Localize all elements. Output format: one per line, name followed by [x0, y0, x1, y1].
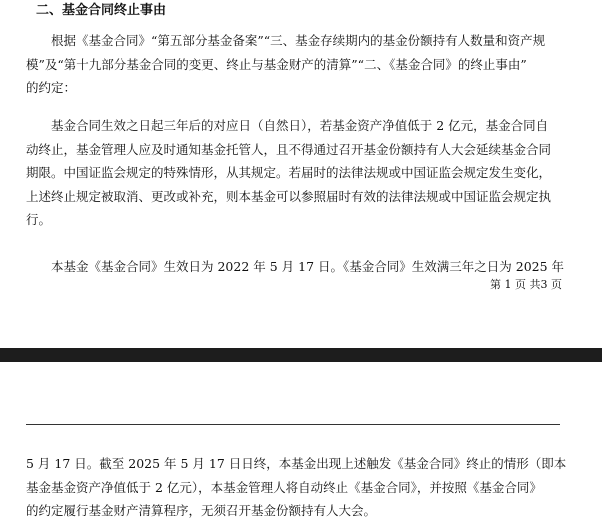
text-line: 5 月 17 日。截至 2025 年 5 月 17 日日终，本基金出现上述触发《基金合同》终止的情形（即本: [26, 456, 567, 471]
text-line: 本基金《基金合同》生效日为 2022 年 5 月 17 日。《基金合同》生效满三年之日为 2025 年: [26, 259, 565, 274]
header-rule: [26, 424, 560, 425]
text-line: 基金基金资产净值低于 2 亿元），本基金管理人将自动终止《基金合同》，并按照《基金合同》: [26, 479, 542, 495]
page-separator: [0, 348, 602, 362]
text-line: 动终止，基金管理人应及时通知基金托管人，且不得通过召开基金份额持有人大会延续基金合同: [26, 141, 552, 157]
section-heading: 二、基金合同终止事由: [36, 3, 167, 18]
text-line: 的约定：: [26, 80, 77, 95]
text-line: 的约定履行基金财产清算程序，无须召开基金份额持有人大会。: [26, 503, 377, 518]
paragraph-continuation: [26, 452, 586, 523]
paragraph-effective-date: [26, 255, 586, 279]
page-number-footer: 第 1 页 共3 页: [490, 278, 562, 291]
text-line: 行。: [26, 212, 52, 227]
paragraph-termination-condition: [26, 114, 586, 232]
text-line: 根据《基金合同》“第五部分基金备案”“三、基金存续期内的基金份额持有人数量和资产规: [26, 33, 546, 48]
paragraph-agreement-reference: [26, 29, 586, 100]
text-line: 期限。中国证监会规定的特殊情形，从其规定。若届时的法律法规或中国证监会规定发生变化，: [26, 165, 552, 180]
text-line: 基金合同生效之日起三年后的对应日（自然日），若基金资产净值低于 2 亿元，基金合同自: [26, 118, 549, 133]
text-line: 模”及“第十九部分基金合同的变更、终止与基金财产的清算”“二、《基金合同》的终止事由”: [26, 56, 527, 72]
text-line: 上述终止规定被取消、更改或补充，则本基金可以参照届时有效的法律法规或中国证监会规定执: [26, 188, 552, 204]
